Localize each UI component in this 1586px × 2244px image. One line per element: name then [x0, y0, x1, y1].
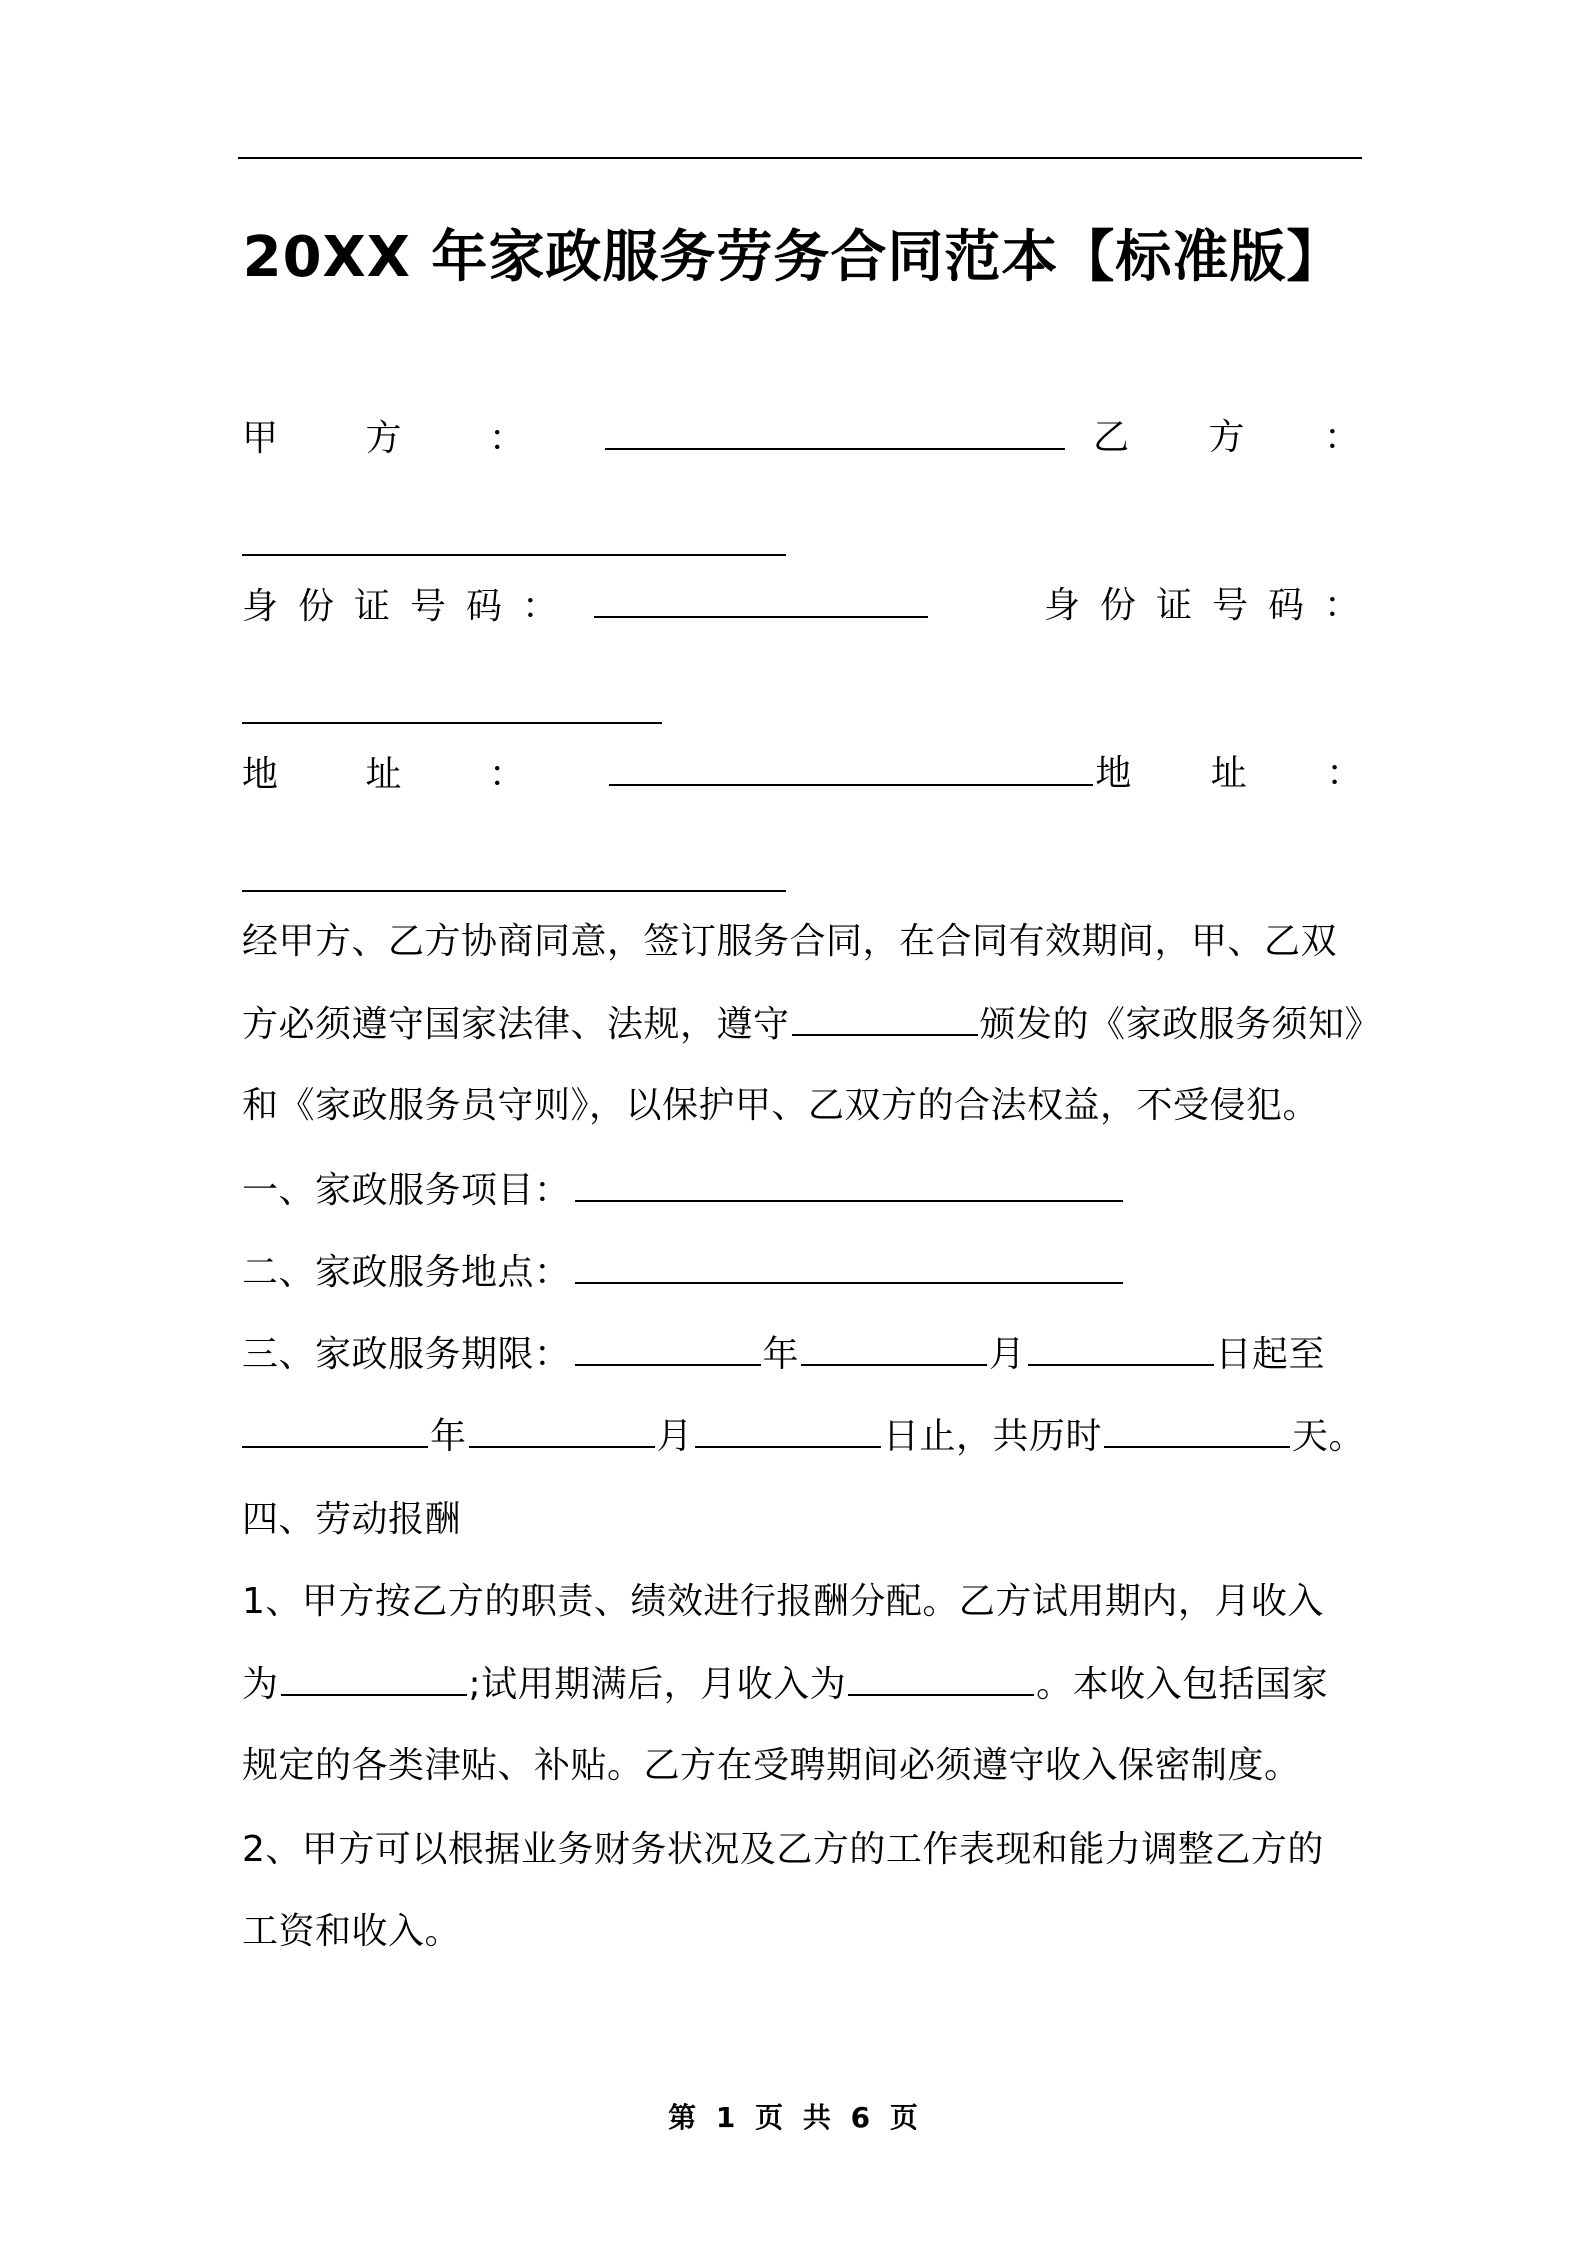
address-row	[242, 748, 1397, 801]
party-b-line	[242, 518, 1360, 571]
id-a-blank[interactable]	[594, 580, 928, 618]
id-b-blank[interactable]	[242, 686, 662, 724]
issuer-blank[interactable]	[792, 998, 978, 1036]
address-a-label: 地 址 ：	[242, 754, 563, 795]
party-a-group	[242, 412, 1067, 465]
header-rule	[238, 157, 1362, 159]
end-year-blank[interactable]	[242, 1410, 428, 1448]
address-a-group	[242, 748, 1095, 801]
intro-line-2	[242, 998, 1382, 1051]
start-month-unit: 月	[989, 1334, 1026, 1375]
section-3-label: 三、家政服务期限：	[242, 1334, 571, 1375]
service-location-blank[interactable]	[575, 1246, 1123, 1284]
section-1-line	[242, 1164, 1360, 1217]
id-row	[242, 580, 1380, 633]
section-1-label: 一、家政服务项目：	[242, 1170, 571, 1211]
section-2-line	[242, 1246, 1360, 1299]
end-day-blank[interactable]	[695, 1410, 881, 1448]
section-3-line-1	[242, 1328, 1360, 1381]
address-b-line	[242, 854, 1360, 907]
start-day-unit: 日起至	[1215, 1334, 1326, 1375]
clause-1-line-2	[242, 1658, 1360, 1711]
duration-unit: 天。	[1292, 1416, 1366, 1457]
probation-income-blank[interactable]	[281, 1658, 467, 1696]
clause-2-line-1: 2、甲方可以根据业务财务状况及乙方的工作表现和能力调整乙方的	[242, 1829, 1324, 1870]
party-a-label: 甲 方 ：	[242, 418, 563, 459]
clause-2-line-2: 工资和收入。	[242, 1911, 462, 1952]
id-b-line	[242, 686, 1360, 739]
end-month-blank[interactable]	[469, 1410, 655, 1448]
party-a-blank[interactable]	[605, 412, 1065, 450]
clause-1-line-1: 1、甲方按乙方的职责、绩效进行报酬分配。乙方试用期内，月收入	[242, 1581, 1324, 1622]
end-year-unit: 年	[430, 1416, 467, 1457]
intro-line-2-start: 方必须遵守国家法律、法规，遵守	[242, 1004, 790, 1045]
end-month-unit: 月	[656, 1416, 694, 1457]
end-day-unit: 日止，共历时	[883, 1416, 1103, 1457]
document-title: 20XX 年家政服务劳务合同范本【标准版】	[242, 225, 1344, 290]
duration-blank[interactable]	[1104, 1410, 1290, 1448]
service-items-blank[interactable]	[575, 1164, 1123, 1202]
address-a-blank[interactable]	[609, 748, 1093, 786]
party-b-blank[interactable]	[242, 518, 786, 556]
intro-line-2-end: 颁发的《家政服务须知》	[979, 1004, 1382, 1045]
start-month-blank[interactable]	[801, 1328, 987, 1366]
party-b-label: 乙 方 ：	[1093, 417, 1394, 458]
start-year-unit: 年	[762, 1334, 800, 1375]
address-b-label: 地 址 ：	[1095, 753, 1397, 794]
page-indicator: 第 1 页 共 6 页	[668, 2101, 918, 2134]
id-a-label: 身份证号码：	[242, 586, 579, 627]
party-row	[242, 412, 1394, 465]
start-year-blank[interactable]	[575, 1328, 761, 1366]
intro-line-3: 和《家政服务员守则》，以保护甲、乙双方的合法权益，不受侵犯。	[242, 1085, 1320, 1126]
clause-1-line-2-mid: ;试用期满后，月收入为	[468, 1664, 847, 1705]
intro-line-1: 经甲方、乙方协商同意，签订服务合同，在合同有效期间，甲、乙双	[242, 921, 1338, 962]
section-3-line-2	[242, 1410, 1366, 1463]
address-b-blank[interactable]	[242, 854, 786, 892]
id-a-group	[242, 580, 930, 633]
regular-income-blank[interactable]	[848, 1658, 1034, 1696]
id-b-label: 身份证号码：	[1043, 585, 1380, 626]
clause-1-line-3: 规定的各类津贴、补贴。乙方在受聘期间必须遵守收入保密制度。	[242, 1745, 1301, 1786]
clause-1-line-2-end: 。本收入包括国家	[1036, 1664, 1329, 1705]
clause-1-line-2-start: 为	[242, 1664, 279, 1705]
start-day-blank[interactable]	[1028, 1328, 1214, 1366]
section-2-label: 二、家政服务地点：	[242, 1252, 571, 1293]
section-4-heading: 四、劳动报酬	[242, 1499, 462, 1540]
